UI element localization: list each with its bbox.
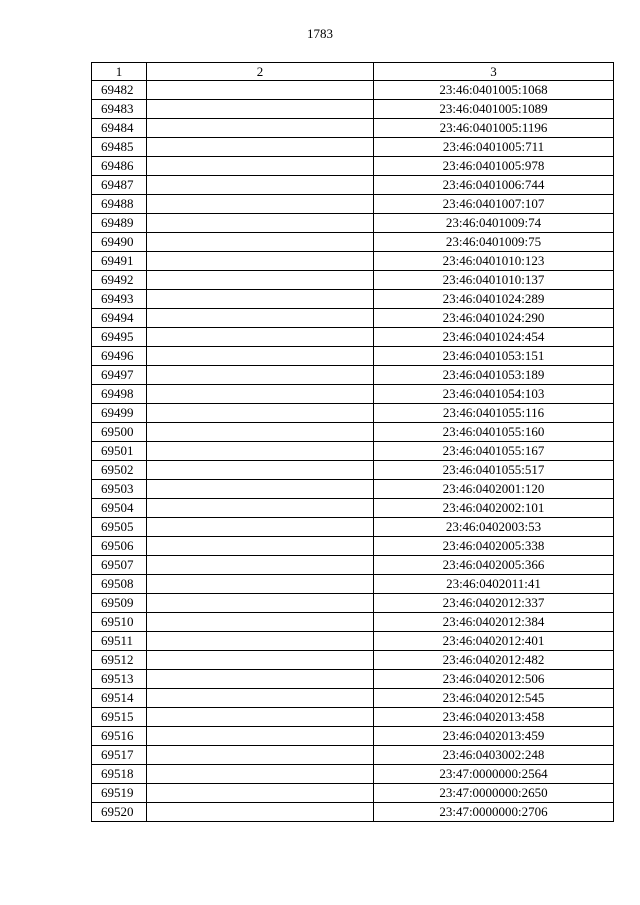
- cadastral-number-cell: 23:46:0401053:189: [374, 366, 614, 385]
- cadastral-number-cell: 23:46:0401055:517: [374, 461, 614, 480]
- table-row: [92, 442, 614, 461]
- row-number-cell: 69485: [92, 138, 147, 157]
- description-cell: [147, 176, 374, 195]
- table-row: [92, 727, 614, 746]
- row-number-cell: 69486: [92, 157, 147, 176]
- cadastral-number-cell: 23:46:0401053:151: [374, 347, 614, 366]
- cadastral-number-cell: 23:46:0401024:454: [374, 328, 614, 347]
- description-cell: [147, 81, 374, 100]
- row-number-cell: 69513: [92, 670, 147, 689]
- table-row: [92, 100, 614, 119]
- table-row: [92, 81, 614, 100]
- description-cell: [147, 157, 374, 176]
- table-row: [92, 537, 614, 556]
- table-row: [92, 176, 614, 195]
- cadastral-number-cell: 23:46:0401006:744: [374, 176, 614, 195]
- table-row: [92, 765, 614, 784]
- row-number-cell: 69512: [92, 651, 147, 670]
- table-row: [92, 594, 614, 613]
- cadastral-number-cell: 23:46:0401055:167: [374, 442, 614, 461]
- description-cell: [147, 518, 374, 537]
- description-cell: [147, 746, 374, 765]
- description-cell: [147, 442, 374, 461]
- description-cell: [147, 689, 374, 708]
- description-cell: [147, 271, 374, 290]
- cadastral-number-cell: 23:46:0401005:1068: [374, 81, 614, 100]
- description-cell: [147, 423, 374, 442]
- row-number-cell: 69516: [92, 727, 147, 746]
- row-number-cell: 69499: [92, 404, 147, 423]
- row-number-cell: 69520: [92, 803, 147, 822]
- cadastral-number-cell: 23:46:0401005:1089: [374, 100, 614, 119]
- column-header-3: 3: [374, 63, 614, 81]
- row-number-cell: 69497: [92, 366, 147, 385]
- cadastral-number-cell: 23:46:0402001:120: [374, 480, 614, 499]
- description-cell: [147, 100, 374, 119]
- row-number-cell: 69504: [92, 499, 147, 518]
- row-number-cell: 69510: [92, 613, 147, 632]
- table-row: [92, 366, 614, 385]
- cadastral-number-cell: 23:46:0402005:338: [374, 537, 614, 556]
- row-number-cell: 69509: [92, 594, 147, 613]
- cadastral-number-cell: 23:46:0401055:160: [374, 423, 614, 442]
- table-row: [92, 347, 614, 366]
- row-number-cell: 69502: [92, 461, 147, 480]
- row-number-cell: 69493: [92, 290, 147, 309]
- description-cell: [147, 727, 374, 746]
- cadastral-number-cell: 23:46:0401005:978: [374, 157, 614, 176]
- cadastral-number-cell: 23:46:0401055:116: [374, 404, 614, 423]
- description-cell: [147, 214, 374, 233]
- cadastral-number-cell: 23:46:0401010:123: [374, 252, 614, 271]
- table-row: [92, 423, 614, 442]
- cadastral-number-cell: 23:46:0401005:711: [374, 138, 614, 157]
- cadastral-number-cell: 23:47:0000000:2650: [374, 784, 614, 803]
- description-cell: [147, 651, 374, 670]
- row-number-cell: 69500: [92, 423, 147, 442]
- column-header-2: 2: [147, 63, 374, 81]
- table-row: [92, 252, 614, 271]
- cadastral-number-cell: 23:46:0402013:459: [374, 727, 614, 746]
- cadastral-number-cell: 23:46:0401005:1196: [374, 119, 614, 138]
- table-row: [92, 461, 614, 480]
- cadastral-number-cell: 23:46:0401054:103: [374, 385, 614, 404]
- description-cell: [147, 385, 374, 404]
- cadastral-number-cell: 23:46:0402012:384: [374, 613, 614, 632]
- cadastral-number-cell: 23:46:0401024:290: [374, 309, 614, 328]
- description-cell: [147, 480, 374, 499]
- table-row: [92, 575, 614, 594]
- row-number-cell: 69518: [92, 765, 147, 784]
- cadastral-number-cell: 23:46:0402013:458: [374, 708, 614, 727]
- description-cell: [147, 404, 374, 423]
- row-number-cell: 69503: [92, 480, 147, 499]
- cadastral-number-cell: 23:46:0402011:41: [374, 575, 614, 594]
- description-cell: [147, 594, 374, 613]
- description-cell: [147, 309, 374, 328]
- cadastral-number-cell: 23:47:0000000:2706: [374, 803, 614, 822]
- table-body: [92, 81, 614, 822]
- cadastral-number-cell: 23:46:0402012:545: [374, 689, 614, 708]
- description-cell: [147, 670, 374, 689]
- cadastral-number-cell: 23:46:0402012:482: [374, 651, 614, 670]
- row-number-cell: 69488: [92, 195, 147, 214]
- description-cell: [147, 556, 374, 575]
- table-row: [92, 138, 614, 157]
- description-cell: [147, 575, 374, 594]
- row-number-cell: 69507: [92, 556, 147, 575]
- description-cell: [147, 632, 374, 651]
- table-row: [92, 708, 614, 727]
- row-number-cell: 69514: [92, 689, 147, 708]
- row-number-cell: 69501: [92, 442, 147, 461]
- table-row: [92, 290, 614, 309]
- description-cell: [147, 233, 374, 252]
- table-row: [92, 803, 614, 822]
- row-number-cell: 69506: [92, 537, 147, 556]
- row-number-cell: 69494: [92, 309, 147, 328]
- table-row: [92, 689, 614, 708]
- cadastral-number-cell: 23:46:0401009:75: [374, 233, 614, 252]
- table-row: [92, 556, 614, 575]
- cadastral-number-cell: 23:46:0401009:74: [374, 214, 614, 233]
- cadastral-number-cell: 23:46:0402002:101: [374, 499, 614, 518]
- page-number: 1783: [307, 26, 333, 41]
- cadastral-number-cell: 23:46:0401010:137: [374, 271, 614, 290]
- row-number-cell: 69491: [92, 252, 147, 271]
- row-number-cell: 69487: [92, 176, 147, 195]
- row-number-cell: 69484: [92, 119, 147, 138]
- description-cell: [147, 765, 374, 784]
- row-number-cell: 69482: [92, 81, 147, 100]
- row-number-cell: 69496: [92, 347, 147, 366]
- cadastral-number-cell: 23:47:0000000:2564: [374, 765, 614, 784]
- row-number-cell: 69517: [92, 746, 147, 765]
- registry-table: [91, 62, 614, 822]
- description-cell: [147, 328, 374, 347]
- table-row: [92, 499, 614, 518]
- table-row: [92, 784, 614, 803]
- description-cell: [147, 499, 374, 518]
- header-row: [92, 63, 614, 81]
- table-row: [92, 328, 614, 347]
- description-cell: [147, 537, 374, 556]
- row-number-cell: 69490: [92, 233, 147, 252]
- row-number-cell: 69519: [92, 784, 147, 803]
- description-cell: [147, 347, 374, 366]
- table-row: [92, 632, 614, 651]
- row-number-cell: 69483: [92, 100, 147, 119]
- table-row: [92, 157, 614, 176]
- table-row: [92, 651, 614, 670]
- table-header: [92, 63, 614, 81]
- row-number-cell: 69515: [92, 708, 147, 727]
- table-row: [92, 404, 614, 423]
- row-number-cell: 69492: [92, 271, 147, 290]
- cadastral-number-cell: 23:46:0402003:53: [374, 518, 614, 537]
- cadastral-number-cell: 23:46:0403002:248: [374, 746, 614, 765]
- table-row: [92, 670, 614, 689]
- cadastral-number-cell: 23:46:0402012:401: [374, 632, 614, 651]
- row-number-cell: 69498: [92, 385, 147, 404]
- description-cell: [147, 290, 374, 309]
- table-row: [92, 746, 614, 765]
- cadastral-number-cell: 23:46:0401024:289: [374, 290, 614, 309]
- cadastral-number-cell: 23:46:0402005:366: [374, 556, 614, 575]
- description-cell: [147, 138, 374, 157]
- table-row: [92, 480, 614, 499]
- description-cell: [147, 119, 374, 138]
- description-cell: [147, 613, 374, 632]
- table-row: [92, 214, 614, 233]
- table-row: [92, 518, 614, 537]
- description-cell: [147, 708, 374, 727]
- description-cell: [147, 461, 374, 480]
- column-header-1: 1: [92, 63, 147, 81]
- description-cell: [147, 195, 374, 214]
- row-number-cell: 69495: [92, 328, 147, 347]
- description-cell: [147, 803, 374, 822]
- table-row: [92, 271, 614, 290]
- row-number-cell: 69489: [92, 214, 147, 233]
- cadastral-number-cell: 23:46:0401007:107: [374, 195, 614, 214]
- row-number-cell: 69505: [92, 518, 147, 537]
- table-row: [92, 119, 614, 138]
- table-row: [92, 309, 614, 328]
- description-cell: [147, 784, 374, 803]
- table-row: [92, 613, 614, 632]
- table-row: [92, 233, 614, 252]
- description-cell: [147, 366, 374, 385]
- row-number-cell: 69511: [92, 632, 147, 651]
- description-cell: [147, 252, 374, 271]
- table-row: [92, 385, 614, 404]
- cadastral-number-cell: 23:46:0402012:337: [374, 594, 614, 613]
- cadastral-number-cell: 23:46:0402012:506: [374, 670, 614, 689]
- table-row: [92, 195, 614, 214]
- row-number-cell: 69508: [92, 575, 147, 594]
